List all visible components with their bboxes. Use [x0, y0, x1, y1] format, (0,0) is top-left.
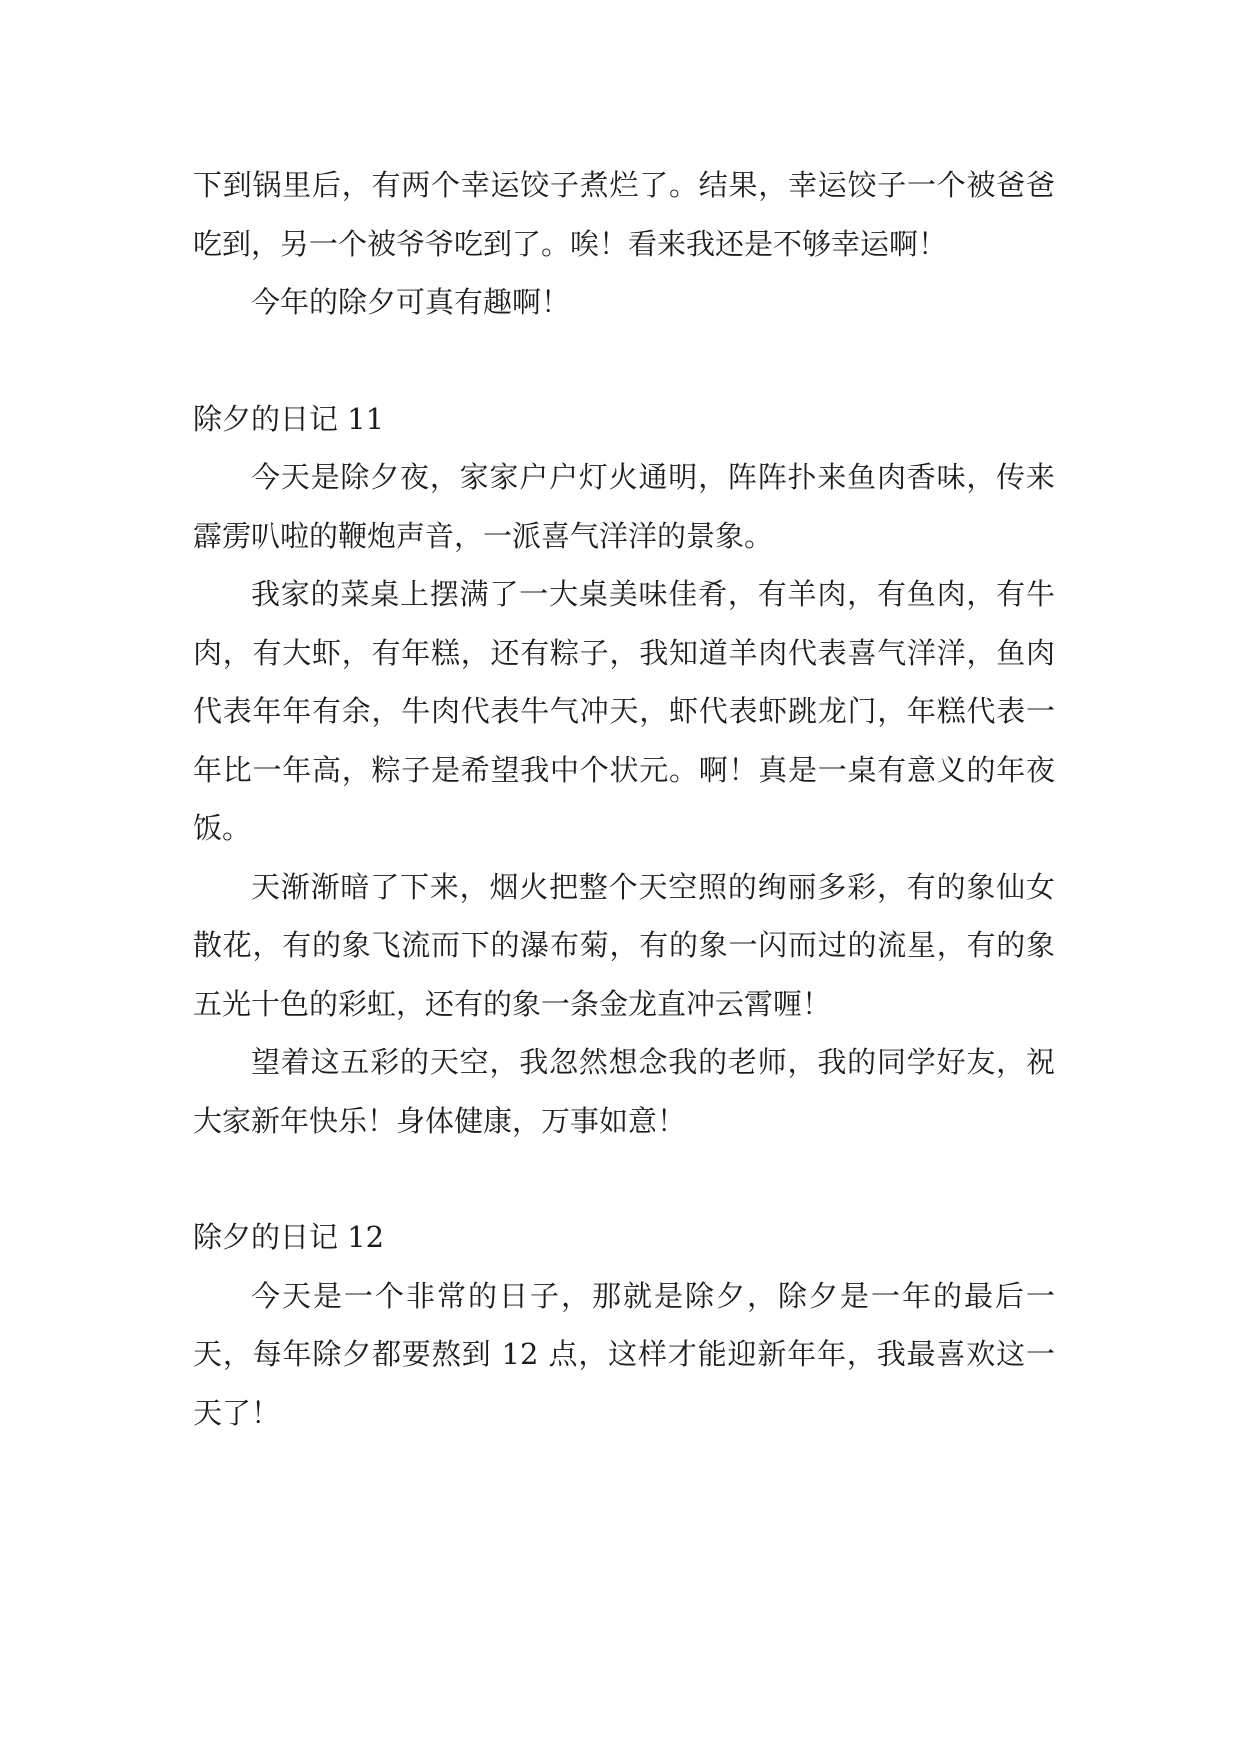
paragraph: 今天是一个非常的日子，那就是除夕，除夕是一年的最后一天，每年除夕都要熬到 12 点，这样才能迎新年年，我最喜欢这一天了！ [193, 1278, 1055, 1430]
paragraph: 天渐渐暗了下来，烟火把整个天空照的绚丽多彩，有的象仙女散花，有的象飞流而下的瀑布菊，有的象一闪而过的流星，有的象五光十色的彩虹，还有的象一条金龙直冲云霄喱！ [193, 869, 1055, 1021]
paragraph: 我家的菜桌上摆满了一大桌美味佳肴，有羊肉，有鱼肉，有牛肉，有大虾，有年糕，还有粽子，我知道羊肉代表喜气洋洋，鱼肉代表年年有余，牛肉代表牛气冲天，虾代表虾跳龙门，年糕代表一年比一年高，粽子是希望我中个状元。啊！真是一桌有意义的年夜饭。 [193, 577, 1055, 845]
paragraph: 今天是除夕夜，家家户户灯火通明，阵阵扑来鱼肉香味，传来霹雳叭啦的鞭炮声音，一派喜气洋洋的景象。 [193, 460, 1055, 553]
section-title-12: 除夕的日记 12 [193, 1220, 385, 1254]
document-page [193, 156, 1055, 1442]
paragraph-continuation: 下到锅里后，有两个幸运饺子煮烂了。结果，幸运饺子一个被爸爸吃到，另一个被爷爷吃到了。唉！看来我还是不够幸运啊！ [193, 168, 1055, 261]
section-title-11: 除夕的日记 11 [193, 401, 385, 436]
paragraph: 望着这五彩的天空，我忽然想念我的老师，我的同学好友，祝大家新年快乐！身体健康，万事如意！ [193, 1045, 1055, 1138]
paragraph-closing: 今年的除夕可真有趣啊！ [251, 285, 571, 319]
